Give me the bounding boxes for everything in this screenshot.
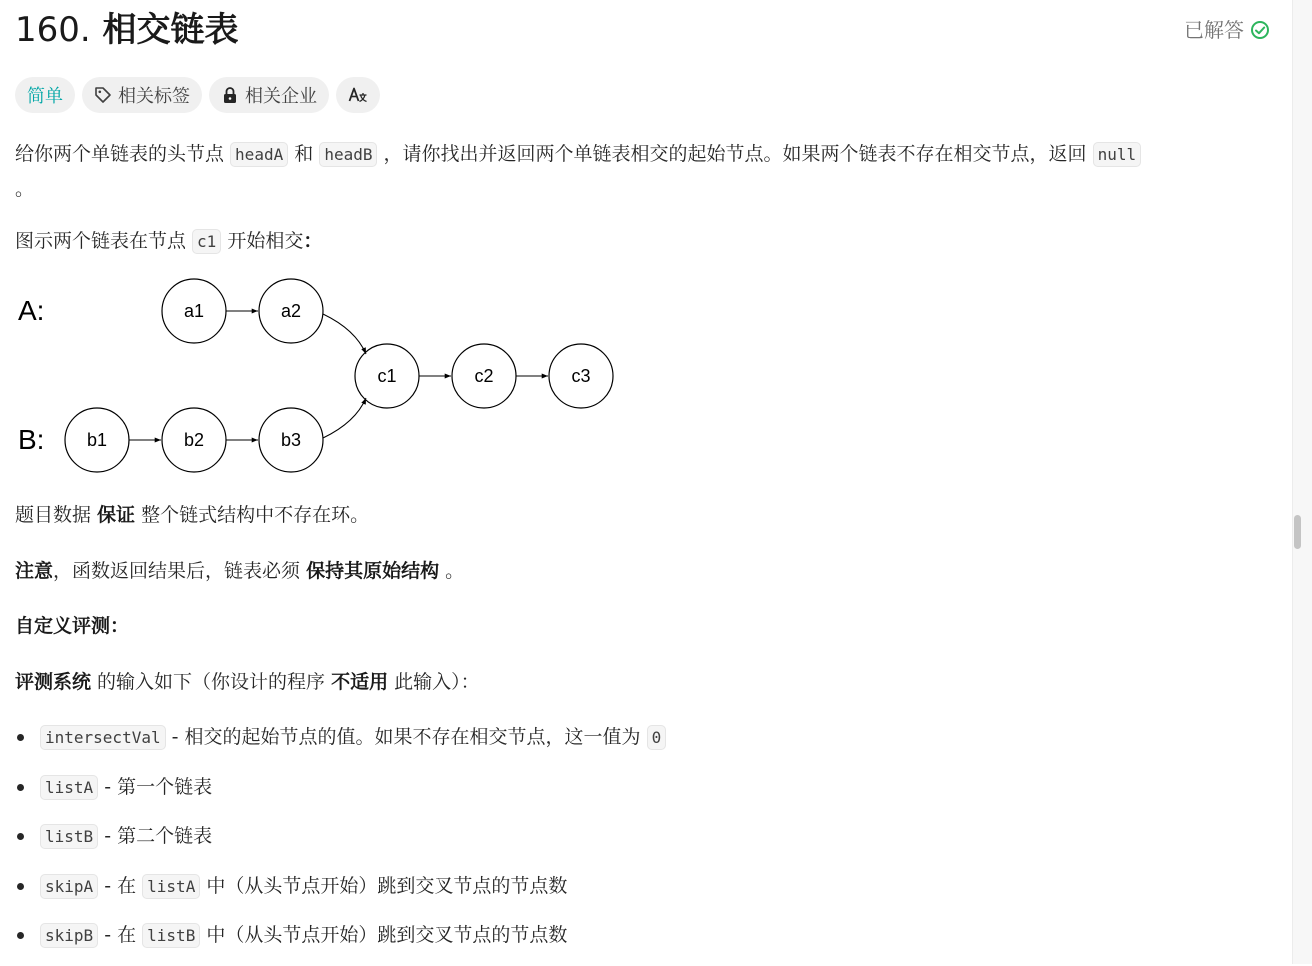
node-c3 [549, 344, 613, 408]
difficulty-badge[interactable] [15, 77, 75, 113]
node-label: c3 [571, 366, 591, 386]
list-item [15, 718, 666, 768]
list-a-label: A: [18, 295, 45, 326]
inline-code-headB: headB [319, 142, 377, 167]
note-keep-structure [15, 557, 464, 585]
note-no-cycle [15, 501, 369, 529]
problem-name: 相交链表 [102, 10, 239, 50]
translate-icon [348, 86, 368, 104]
list-b-label: B: [18, 424, 45, 455]
node-b1 [65, 408, 129, 472]
inline-code: listA [142, 874, 200, 899]
inline-code-null: null [1093, 142, 1142, 167]
list-item-text: - 第一个链表 [98, 775, 213, 798]
inline-code-headA: headA [230, 142, 288, 167]
description-paragraph-1-end [15, 175, 34, 203]
note-text: 整个链式结构中不存在环。 [135, 504, 370, 526]
list-item [15, 817, 666, 867]
judge-input-list [15, 718, 666, 966]
note-bold: 不适用 [331, 671, 389, 693]
list-item [15, 867, 666, 917]
related-tags-label: 相关标签 [118, 86, 190, 107]
list-item [15, 768, 666, 818]
difficulty-label: 简单 [27, 86, 63, 107]
description-paragraph-1 [15, 140, 1141, 169]
desc-text: ，请你找出并返回两个单链表相交的起始节点。如果两个链表不存在相交节点，返回 [377, 143, 1093, 165]
node-label: b1 [86, 430, 108, 450]
note-text: 。 [439, 560, 465, 582]
judge-input-intro [15, 668, 480, 696]
node-label: c2 [474, 366, 494, 386]
tag-bar [15, 77, 380, 113]
node-label: a1 [183, 301, 205, 321]
node-b3 [259, 408, 323, 472]
list-item-text: 中（从头节点开始）跳到交叉节点的节点数 [200, 874, 568, 897]
desc-text: 。 [15, 178, 35, 200]
related-companies-button[interactable] [209, 77, 329, 113]
solved-label: 已解答 [1184, 18, 1244, 42]
related-tags-button[interactable] [82, 77, 202, 113]
node-label: a2 [280, 301, 302, 321]
node-label: c1 [377, 366, 397, 386]
node-c2 [452, 344, 516, 408]
inline-code: listB [40, 824, 98, 849]
note-bold: 注意 [15, 560, 54, 582]
heading-text: 自定义评测： [15, 615, 130, 637]
desc-text: 给你两个单链表的头节点 [15, 143, 231, 165]
list-item-text: - 在 [98, 874, 143, 897]
custom-judge-heading [15, 612, 129, 640]
note-text: 此输入）： [388, 671, 480, 693]
list-item-text: - 在 [98, 924, 143, 946]
tag-icon [94, 86, 112, 104]
inline-code: listA [40, 775, 98, 800]
note-bold: 评测系统 [15, 671, 92, 693]
note-bold: 保持其原始结构 [306, 560, 440, 582]
panel-divider[interactable] [1292, 0, 1312, 964]
node-label: b3 [280, 430, 302, 450]
arrow-a2-c1 [323, 314, 366, 354]
inline-code: skipB [40, 923, 98, 948]
inline-code: skipA [40, 874, 98, 899]
node-a2 [259, 279, 323, 343]
desc-text: 和 [288, 143, 320, 165]
note-bold: 保证 [97, 504, 136, 526]
desc-colon: ： [303, 230, 323, 252]
inline-code: 0 [647, 725, 667, 750]
list-item-text: - 相交的起始节点的值。如果不存在相交节点，这一值为 [165, 726, 647, 748]
solved-status [1184, 16, 1270, 44]
problem-title[interactable] [15, 8, 239, 52]
list-item [15, 916, 666, 966]
node-label: b2 [183, 430, 205, 450]
related-companies-label: 相关企业 [245, 86, 317, 107]
inline-code-c1: c1 [192, 229, 221, 254]
note-text: 题目数据 [15, 504, 98, 526]
node-a1 [162, 279, 226, 343]
arrow-b3-c1 [323, 398, 366, 438]
list-item-text: - 第二个链表 [98, 825, 213, 847]
inline-code: listB [142, 923, 200, 948]
inline-code: intersectVal [40, 725, 166, 750]
lock-icon [221, 86, 239, 104]
check-circle-icon [1250, 20, 1270, 40]
linked-list-diagram [10, 270, 630, 485]
node-c1 [355, 344, 419, 408]
problem-number: 160. [15, 10, 91, 50]
desc-text: 开始相交 [221, 230, 304, 252]
title-row [15, 8, 1285, 52]
scrollbar-thumb[interactable] [1294, 515, 1301, 549]
note-text: 的输入如下（你设计的程序 [91, 671, 332, 693]
description-paragraph-2 [15, 227, 322, 256]
node-b2 [162, 408, 226, 472]
note-text: ，函数返回结果后，链表必须 [53, 560, 307, 582]
desc-text: 图示两个链表在节点 [15, 230, 193, 252]
translate-button[interactable] [336, 77, 380, 113]
list-item-text: 中（从头节点开始）跳到交叉节点的节点数 [200, 924, 568, 946]
